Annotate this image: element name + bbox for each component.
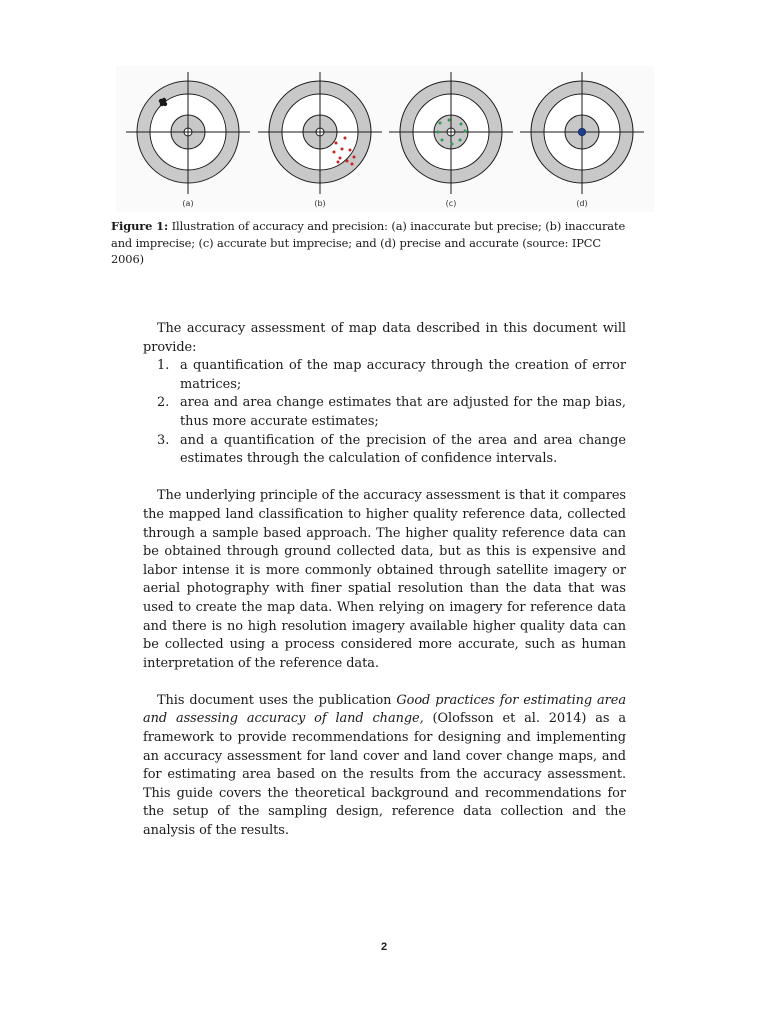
list-item (143, 432, 626, 469)
list-item-text: and a quantification of the precision of the area and area change estimates through the calculation of confidence intervals. (180, 432, 626, 467)
paragraph-intro: The accuracy assessment of map data described in this document will provide: (143, 321, 626, 355)
list-item (143, 357, 626, 394)
panel-label-a: (a) (182, 199, 194, 208)
target-c (389, 72, 513, 208)
dot-b-3 (333, 151, 336, 154)
list-item-number: 3. (157, 432, 170, 448)
figure-caption-label: Figure 1: (111, 219, 169, 233)
accuracy-precision-figure (116, 66, 654, 212)
provision-list (143, 357, 626, 469)
list-item-text: area and area change estimates that are adjusted for the map bias, thus more accurate estimates; (180, 395, 626, 429)
dot-b-1 (335, 142, 338, 145)
publication-title: Good practices for estimating area and assessing accuracy of land change, (143, 692, 627, 727)
figure-caption (111, 218, 631, 268)
dot-c-3 (460, 123, 463, 126)
target-b (258, 72, 382, 208)
dot-b-5 (349, 149, 352, 152)
panel-label-d: (d) (576, 199, 588, 208)
paragraph-publication-after: (Olofsson et al. 2014) as a framework to provide recommendations for designing and implementing an accuracy assessment for land cover and land cover change maps, and for estimating area based on the results from the accuracy assessment. This guide covers the theoretical background and recommendations for the setup of the sampling design, reference data collection and the analysis of the results. (143, 711, 626, 839)
body-text (143, 320, 626, 841)
list-item-number: 2. (157, 395, 170, 411)
dot-a-5 (161, 100, 165, 104)
dot-b-6 (339, 157, 342, 160)
paragraph-principle: The underlying principle of the accuracy assessment is that it compares the mapped land classification to higher quality reference data, collected through a sample based approach. The higher quality reference data can be obtained through ground collected data, but as this is expensive and labor intense it is more commonly obtained through satellite imagery or aerial photography with finer spatial resolution than the data that was used to create the map data. When relying on imagery for reference data and there is no high resolution imagery available higher quality data can be collected using a process considered more accurate, such as human interpretation of the reference data. (143, 488, 626, 671)
list-item (143, 394, 626, 431)
dot-c-5 (464, 130, 467, 133)
page-number: 2 (380, 941, 388, 953)
list-item-text: a quantification of the map accuracy through the creation of error matrices; (180, 358, 626, 392)
dot-c-7 (451, 143, 454, 146)
dot-b-2 (344, 137, 347, 140)
figure-caption-text: Illustration of accuracy and precision: (a) inaccurate but precise; (b) inaccurate and imprecise; (c) accurate but imprecise; and (d) precise and accurate (source: IPCC 2006) (111, 219, 626, 266)
dot-b-10 (351, 163, 354, 166)
dot-c-4 (437, 131, 440, 134)
dot-b-9 (337, 161, 340, 164)
panel-label-b: (b) (314, 199, 326, 208)
panel-label-c: (c) (445, 199, 457, 208)
dot-cluster-d (578, 128, 585, 135)
dot-c-2 (448, 119, 451, 122)
paragraph-publication-before: This document uses the publication (157, 692, 397, 708)
list-item-number: 1. (157, 358, 170, 374)
dot-b-7 (346, 160, 349, 163)
dot-c-8 (459, 139, 462, 142)
target-d (520, 72, 644, 208)
dot-b-4 (341, 148, 344, 151)
dot-b-8 (353, 156, 356, 159)
target-a (126, 72, 250, 208)
paragraph-publication (143, 692, 626, 841)
dot-c-1 (439, 122, 442, 125)
dot-c-6 (441, 139, 444, 142)
